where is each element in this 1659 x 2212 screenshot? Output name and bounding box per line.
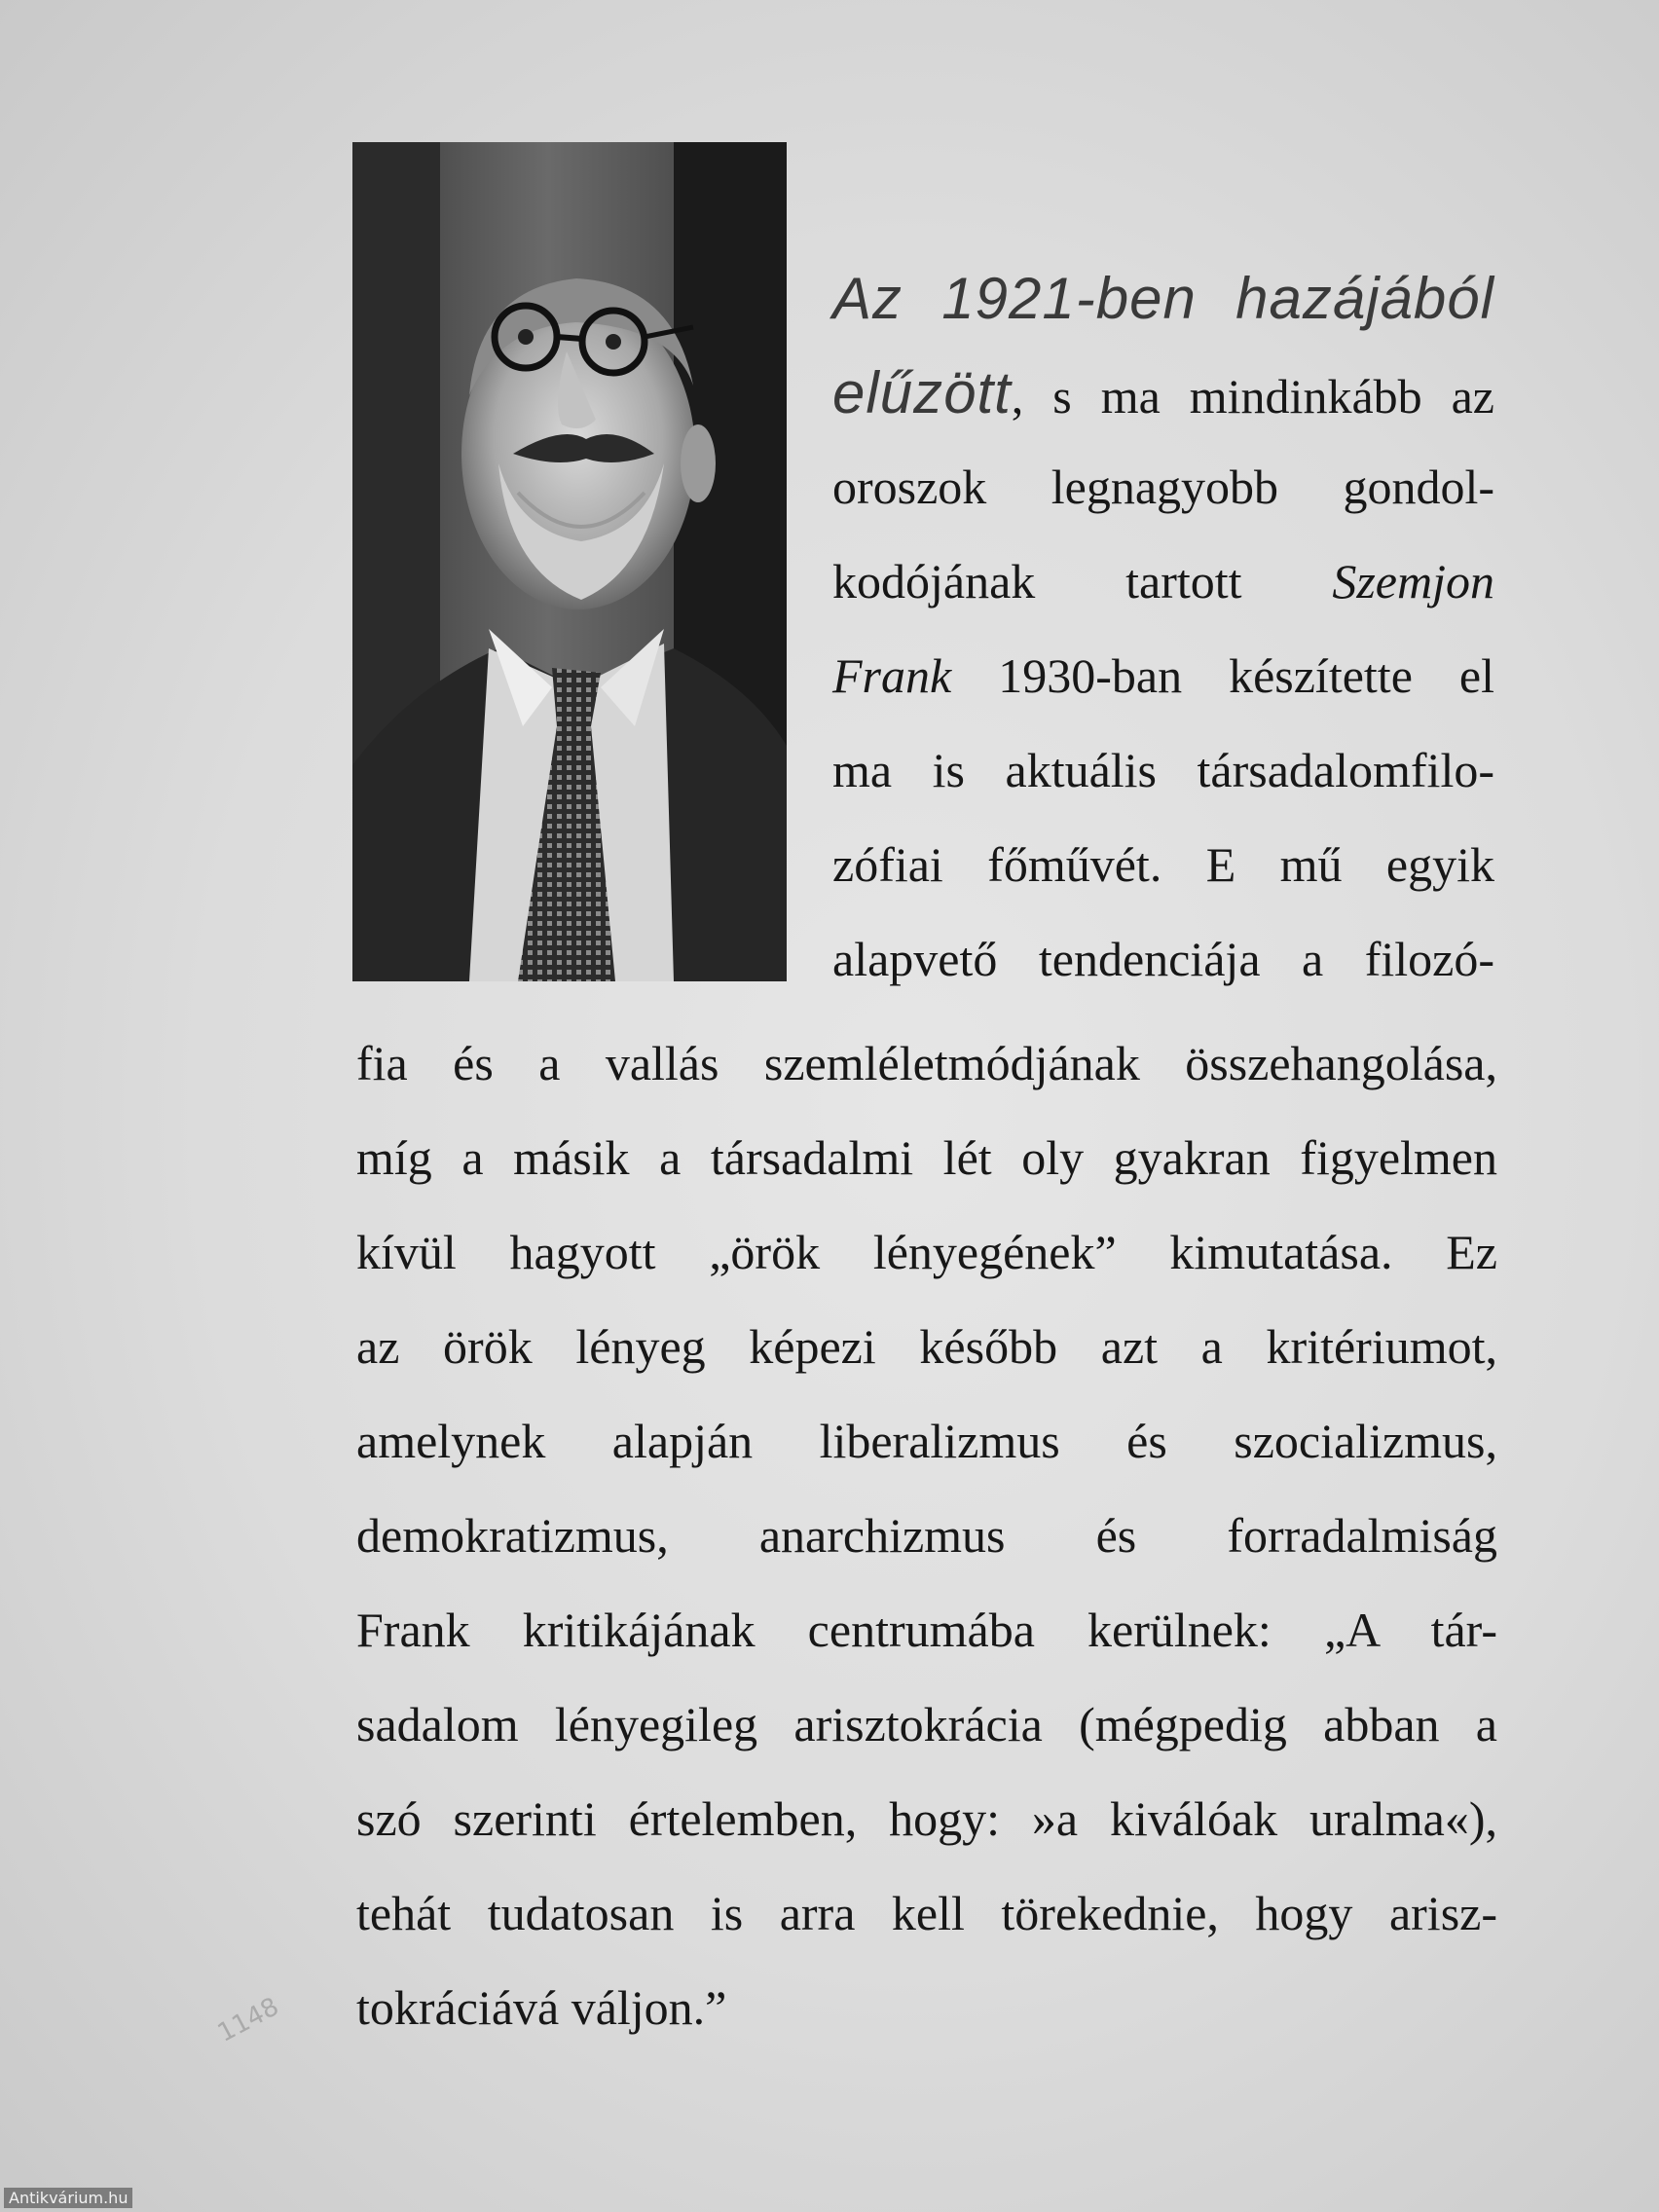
lead-line-1 bbox=[832, 251, 1494, 346]
lead-line-4 bbox=[832, 535, 1494, 629]
lead-line-5 bbox=[832, 629, 1494, 723]
body-line: míg a másik a társadalmi lét oly gyakran figyelmen bbox=[356, 1130, 1497, 1185]
body-line: demokratizmus, anarchizmus és forradalmiság bbox=[356, 1508, 1497, 1563]
lead-title-part: Az 1921-ben hazájából bbox=[832, 266, 1494, 331]
lead-title-word: elűzött bbox=[832, 360, 1012, 425]
body-line: fia és a vallás szemléletmódjának összehangolása, bbox=[356, 1036, 1497, 1090]
site-watermark: Antikvárium.hu bbox=[4, 2188, 132, 2208]
lead-line-2 bbox=[832, 346, 1494, 440]
body-line: amelynek alapján liberalizmus és szocializmus, bbox=[356, 1414, 1497, 1468]
body-line: kívül hagyott „örök lényegének” kimutatása. Ez bbox=[356, 1225, 1497, 1279]
body-line: tehát tudatosan is arra kell törekednie, hogy arisz- bbox=[356, 1886, 1497, 1940]
lead-line-3: oroszok legnagyobb gondol- bbox=[832, 460, 1494, 514]
author-last-name: Frank bbox=[832, 648, 952, 703]
lead-line-2-text: , s ma mindinkább az bbox=[1011, 369, 1494, 424]
lead-line-5-text: 1930-ban készítette el bbox=[951, 648, 1494, 703]
body-line-last: tokráciává váljon.” bbox=[356, 1980, 727, 2035]
body-line: sadalom lényegileg arisztokrácia (mégpedig abban a bbox=[356, 1697, 1497, 1751]
lead-line-6: ma is aktuális társadalomfilo- bbox=[832, 743, 1494, 797]
author-first-name: Szemjon bbox=[1332, 554, 1494, 608]
lead-line-4-text: kodójának tartott bbox=[832, 554, 1333, 608]
body-line: szó szerinti értelemben, hogy: »a kiválóak uralma«), bbox=[356, 1791, 1497, 1846]
author-portrait-photo bbox=[352, 142, 787, 981]
portrait-image bbox=[352, 142, 787, 981]
body-line: Frank kritikájának centrumába kerülnek: „A tár- bbox=[356, 1603, 1497, 1657]
body-line: az örök lényeg képezi később azt a kritériumot, bbox=[356, 1319, 1497, 1374]
pencil-mark: 1148 bbox=[212, 1992, 284, 2048]
lead-paragraph bbox=[832, 251, 1494, 1007]
lead-line-7: zófiai főművét. E mű egyik bbox=[832, 837, 1494, 892]
body-paragraph bbox=[356, 1016, 1497, 2055]
lead-line-8: alapvető tendenciája a filozó- bbox=[832, 932, 1494, 986]
